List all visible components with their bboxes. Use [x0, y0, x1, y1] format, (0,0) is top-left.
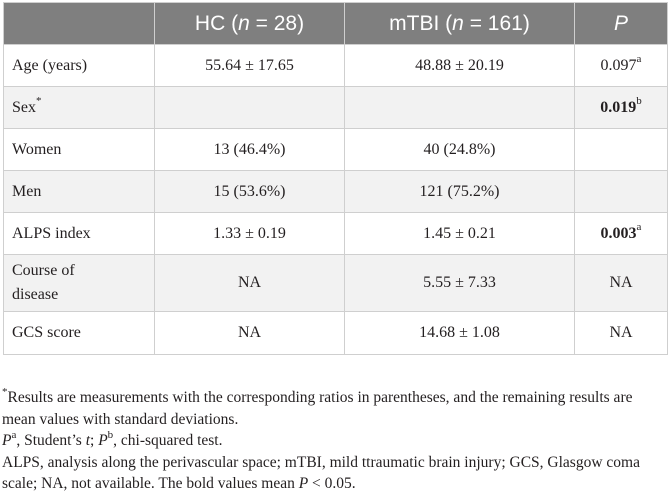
header-p: P: [575, 3, 668, 45]
table-row: [4, 45, 668, 87]
p-value: 0.003$^a$: [575, 213, 668, 255]
footnote-abbreviations: ALPS, analysis along the perivascular space; mTBI, mild ttraumatic brain injury; GCS, Glasgow coma scale; NA, not available. The bold values mean P < 0.05.: [2, 453, 640, 492]
p-value: NA: [575, 312, 668, 355]
mtbi-value: 121 (75.2%): [345, 171, 575, 213]
p-value: NA: [575, 255, 668, 312]
hc-value: NA: [155, 255, 345, 312]
results-table: [3, 2, 668, 355]
table-header-row: [4, 3, 668, 45]
table-footnotes: [2, 387, 667, 495]
p-value: [575, 129, 668, 171]
mtbi-value: 40 (24.8%): [345, 129, 575, 171]
row-label: Women: [4, 129, 155, 171]
row-label: Sex*: [4, 87, 155, 129]
p-value: [575, 171, 668, 213]
p-value: 0.019$^b$: [575, 87, 668, 129]
hc-value: [155, 87, 345, 129]
mtbi-value: 5.55 ± 7.33: [345, 255, 575, 312]
mtbi-value: 14.68 ± 1.08: [345, 312, 575, 355]
hc-value: 55.64 ± 17.65: [155, 45, 345, 87]
row-label: Men: [4, 171, 155, 213]
row-label: GCS score: [4, 312, 155, 355]
header-empty-cell: [4, 3, 155, 45]
row-label: ALPS index: [4, 213, 155, 255]
table-row: [4, 171, 668, 213]
table-row: [4, 129, 668, 171]
table-row: [4, 213, 668, 255]
table-row: [4, 312, 668, 355]
footnote-measurements: *Results are measurements with the corresponding ratios in parentheses, and the remaining results are mean values with standard deviations.: [2, 385, 633, 428]
p-value: 0.097$^a$: [575, 45, 668, 87]
footnote-tests: $P^a$, Student’s t; $P^b$, chi-squared test.: [2, 428, 223, 449]
hc-value: 13 (46.4%): [155, 129, 345, 171]
hc-value: NA: [155, 312, 345, 355]
mtbi-value: 48.88 ± 20.19: [345, 45, 575, 87]
header-mtbi: mTBI (n = 161): [345, 3, 575, 45]
mtbi-value: 1.45 ± 0.21: [345, 213, 575, 255]
mtbi-value: [345, 87, 575, 129]
table-row: [4, 87, 668, 129]
hc-value: 1.33 ± 0.19: [155, 213, 345, 255]
table-row: [4, 255, 668, 312]
row-label: Age (years): [4, 45, 155, 87]
hc-value: 15 (53.6%): [155, 171, 345, 213]
row-label: Course of disease: [4, 255, 155, 312]
header-hc: HC (n = 28): [155, 3, 345, 45]
